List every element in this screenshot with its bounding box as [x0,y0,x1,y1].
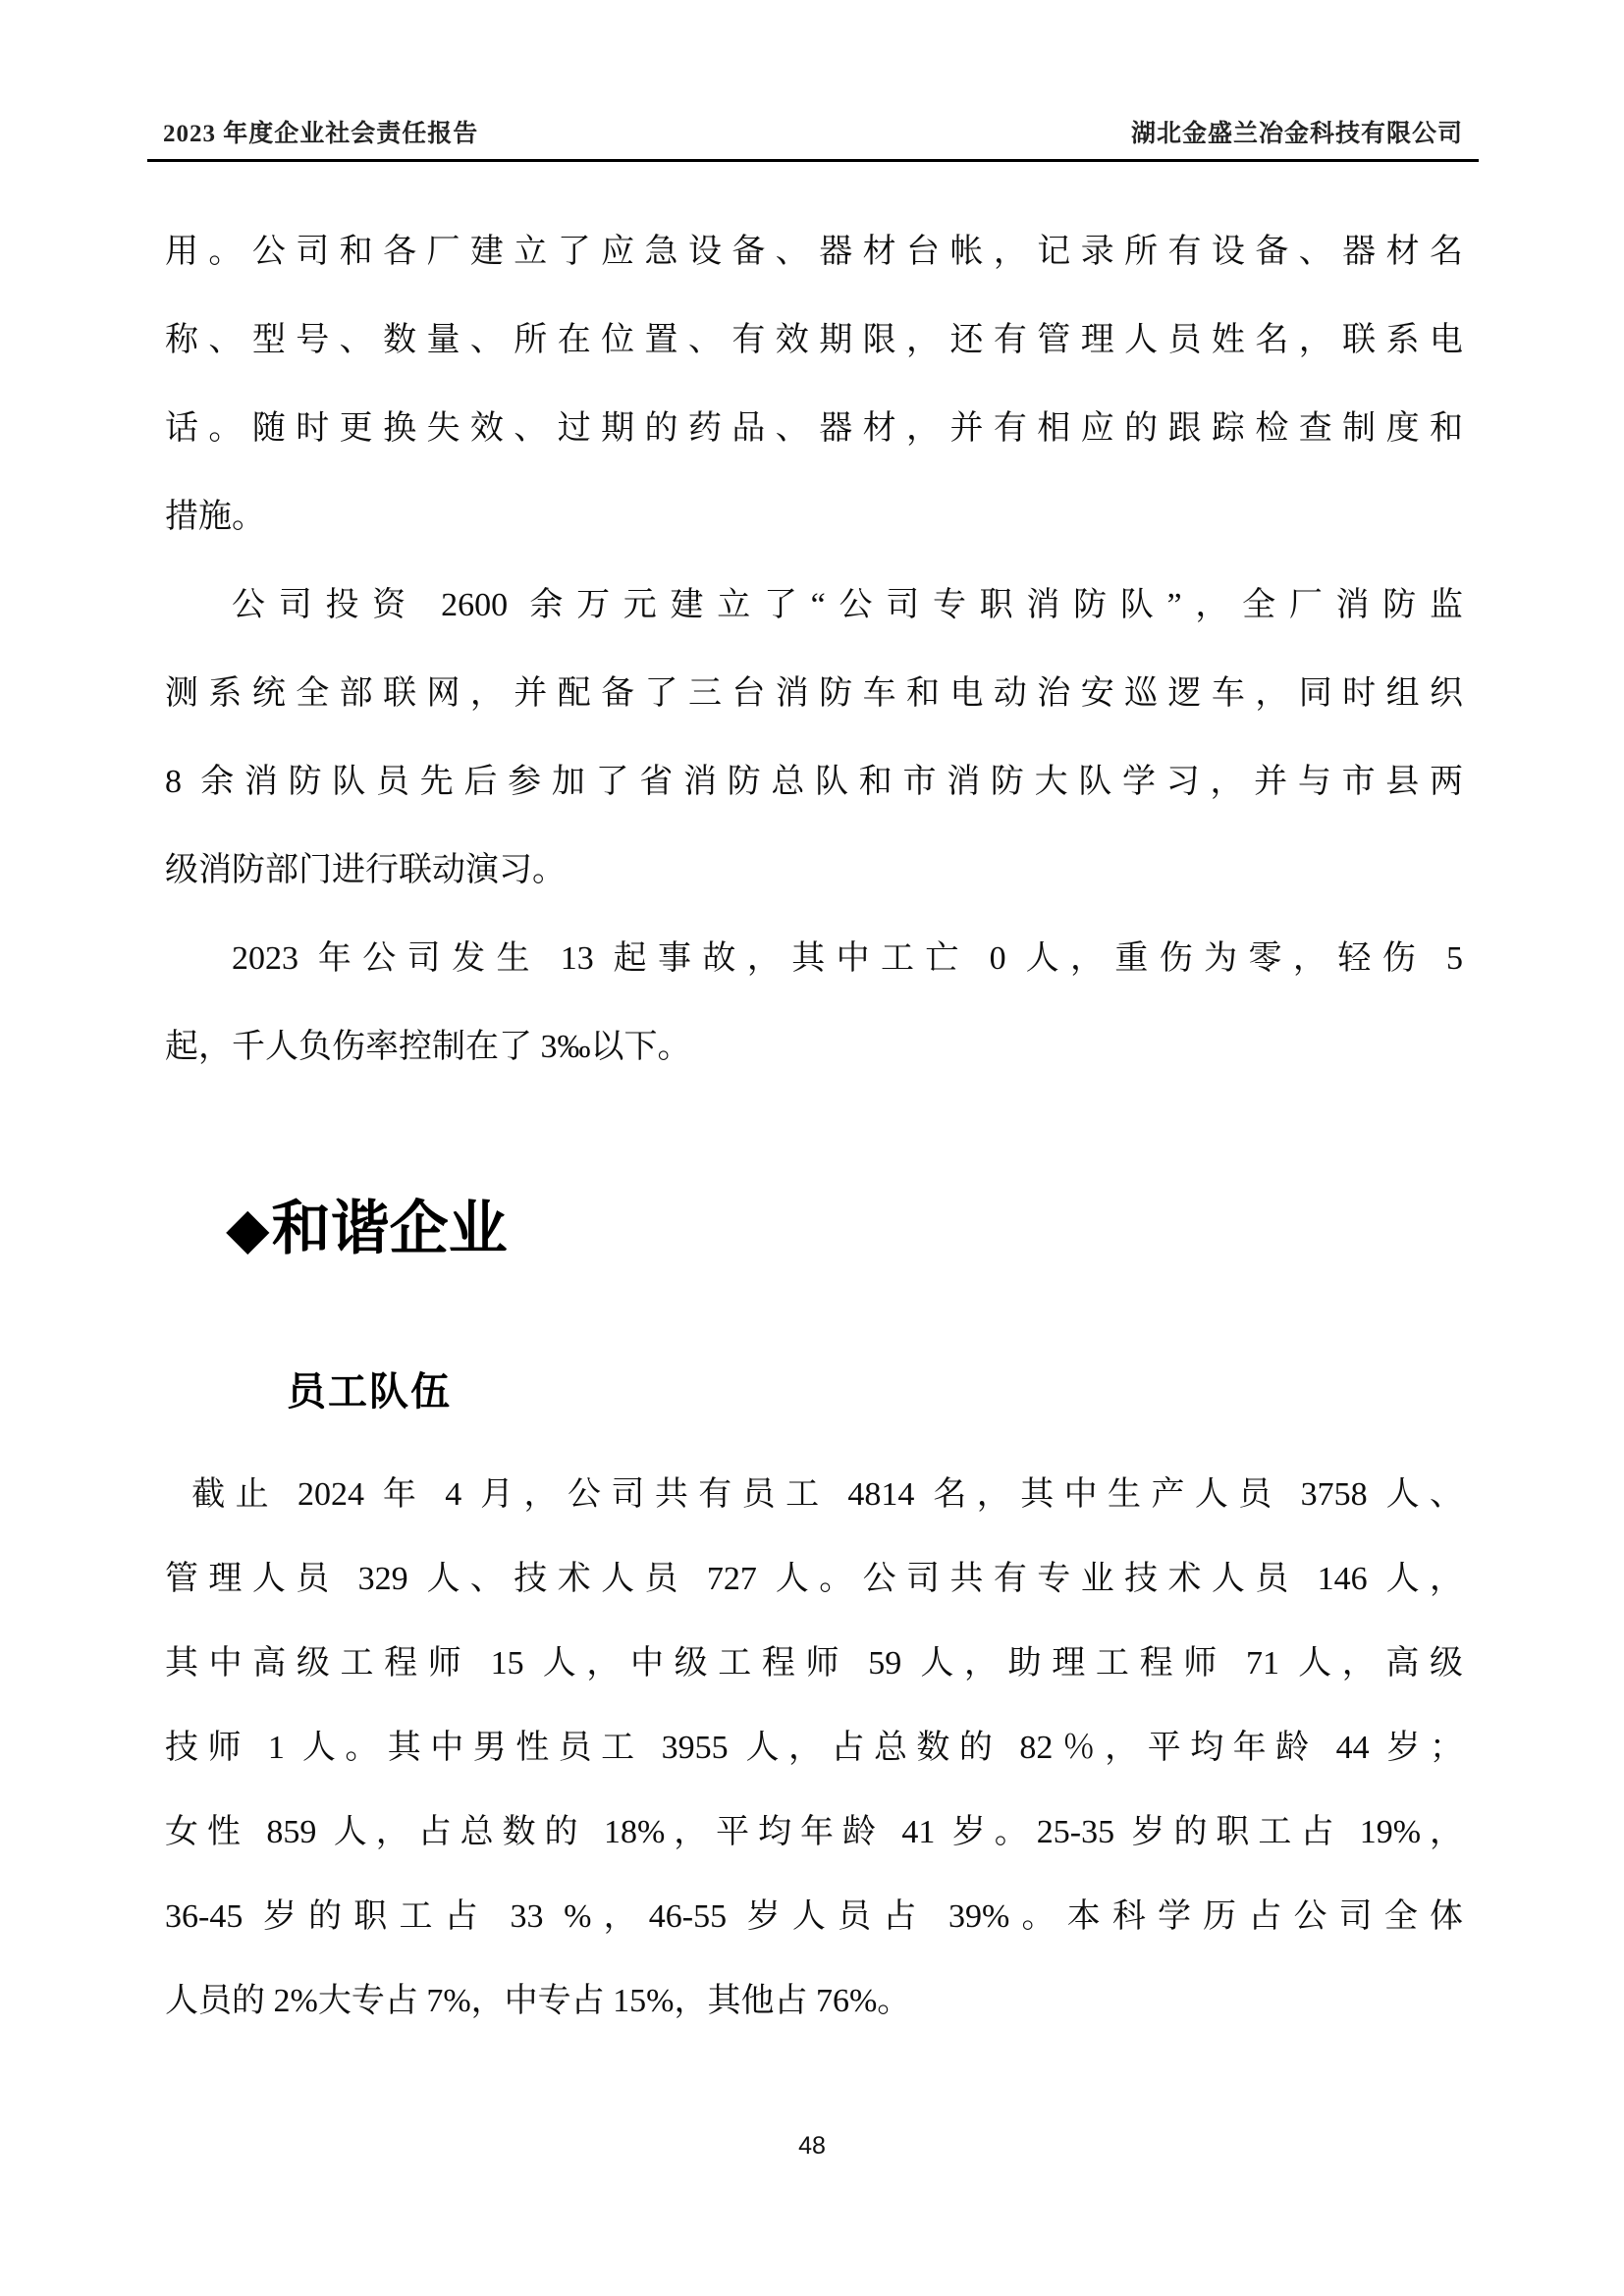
paragraph-line: 起，千人负伤率控制在了 3‰以下。 [165,1029,691,1065]
paragraph-line: 截止 2024 年 4 月，公司共有员工 4814 名，其中生产人员 3758 人、 [191,1476,1463,1513]
subsection-heading-workforce [287,1366,452,1417]
paragraph-line: 级消防部门进行联动演习。 [165,852,566,888]
diamond-bullet-icon: ◆ [226,1197,270,1260]
page-number: 48 [798,2132,826,2160]
paragraph-line: 措施。 [165,499,265,535]
section-heading-harmonious-enterprise [226,1190,508,1268]
paragraph-line: 人员的 2%大专占 7%，中专占 15%，其他占 76%。 [165,1983,911,2019]
paragraph-line: 测系统全部联网，并配备了三台消防车和电动治安巡逻车，同时组织 [165,675,1463,712]
paragraph-line: 管理人员 329 人、技术人员 727 人。公司共有专业技术人员 146 人， [165,1561,1463,1597]
paragraph-line: 公司投资 2600 余万元建立了“公司专职消防队”，全厂消防监 [232,587,1463,623]
paragraph-line: 话。随时更换失效、过期的药品、器材，并有相应的跟踪检查制度和 [165,410,1463,447]
paragraph-line: 2023 年公司发生 13 起事故，其中工亡 0 人，重伤为零，轻伤 5 [232,940,1463,977]
paragraph-line: 用。公司和各厂建立了应急设备、器材台帐，记录所有设备、器材名 [165,234,1463,270]
page-header [147,114,1479,162]
paragraph-line: 技师 1 人。其中男性员工 3955 人，占总数的 82％，平均年龄 44 岁； [165,1730,1463,1766]
paragraph-line: 称、型号、数量、所在位置、有效期限，还有管理人员姓名，联系电 [165,322,1463,358]
subsection-title: 员工队伍 [287,1370,452,1414]
header-report-title: 2023 年度企业社会责任报告 [163,121,479,147]
paragraph-line: 8 余消防队员先后参加了省消防总队和市消防大队学习，并与市县两 [165,764,1463,800]
paragraph-line: 其中高级工程师 15 人，中级工程师 59 人，助理工程师 71 人，高级 [165,1645,1463,1682]
section-title: 和谐企业 [271,1196,508,1261]
paragraph-line: 36-45 岁的职工占 33 %，46-55 岁人员占 39%。本科学历占公司全体 [165,1898,1463,1935]
body-text-block-safety [165,208,1463,1092]
header-company-name: 湖北金盛兰冶金科技有限公司 [1130,121,1463,147]
paragraph-line: 女性 859 人，占总数的 18%，平均年龄 41 岁。25-35 岁的职工占 19%， [165,1814,1463,1850]
body-text-block-workforce [165,1453,1463,2044]
